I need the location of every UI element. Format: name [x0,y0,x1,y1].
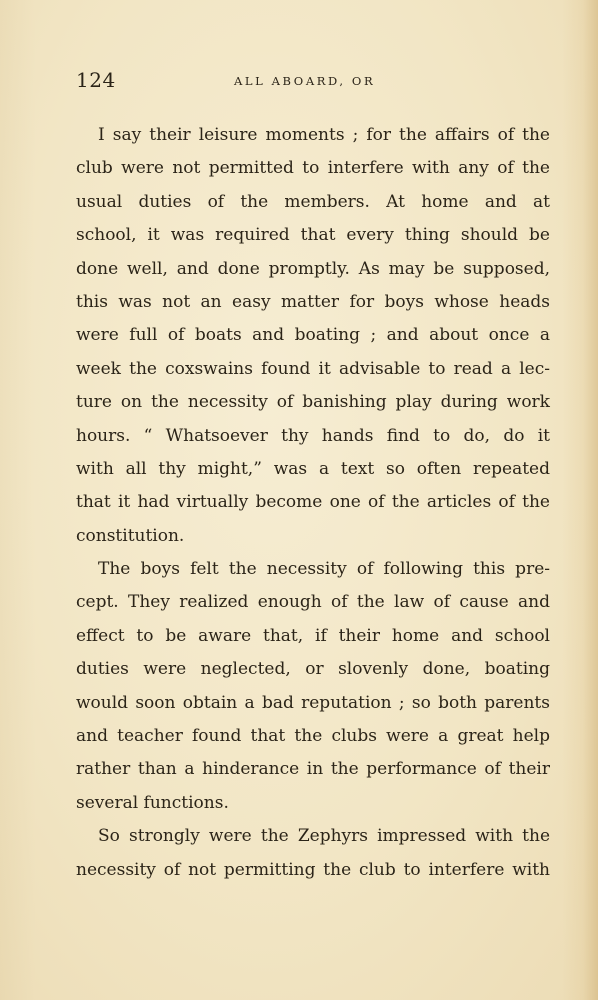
text-line: rather than a hinderance in the performance of their [76,759,550,780]
text-line: hours. “ Whatsoever thy hands find to do, do it [76,425,550,446]
text-line: necessity of not permitting the club to interfere with [76,859,550,880]
text-line: ture on the necessity of banishing play during work [76,392,550,413]
text-line: duties were neglected, or slovenly done, boating [76,659,550,680]
text-line: several functions. [76,792,229,813]
text-line: cept. They realized enough of the law of cause and [76,592,550,613]
text-line: club were not permitted to interfere with any of the [76,158,550,179]
running-head [76,68,550,96]
text-line: that it had virtually become one of the articles of the [76,492,550,513]
body-text [76,119,550,887]
text-line: and teacher found that the clubs were a great help [76,726,550,747]
text-line: constitution. [76,525,185,546]
text-line: this was not an easy matter for boys whose heads [76,291,550,312]
text-line: effect to be aware that, if their home and school [76,625,550,646]
text-line: with all thy might,” was a text so often repeated [76,458,550,479]
paragraph-2 [76,553,550,820]
text-line: week the coxswains found it advisable to read a lec- [76,358,550,379]
text-line: done well, and done promptly. As may be supposed, [76,258,550,279]
text-line: school, it was required that every thing should be [76,225,550,246]
text-line: The boys felt the necessity of following this pre- [98,559,550,580]
page-number: 124 [76,68,116,92]
text-line: would soon obtain a bad reputation ; so both parents [76,692,550,713]
text-line: were full of boats and boating ; and about once a [76,325,550,346]
paragraph-3 [76,820,550,887]
running-title: ALL ABOARD, OR [234,74,376,88]
paragraph-1 [76,119,550,553]
text-line: usual duties of the members. At home and at [76,191,550,212]
text-line: I say their leisure moments ; for the affairs of the [98,125,550,145]
text-line: So strongly were the Zephyrs impressed with the [98,826,550,847]
